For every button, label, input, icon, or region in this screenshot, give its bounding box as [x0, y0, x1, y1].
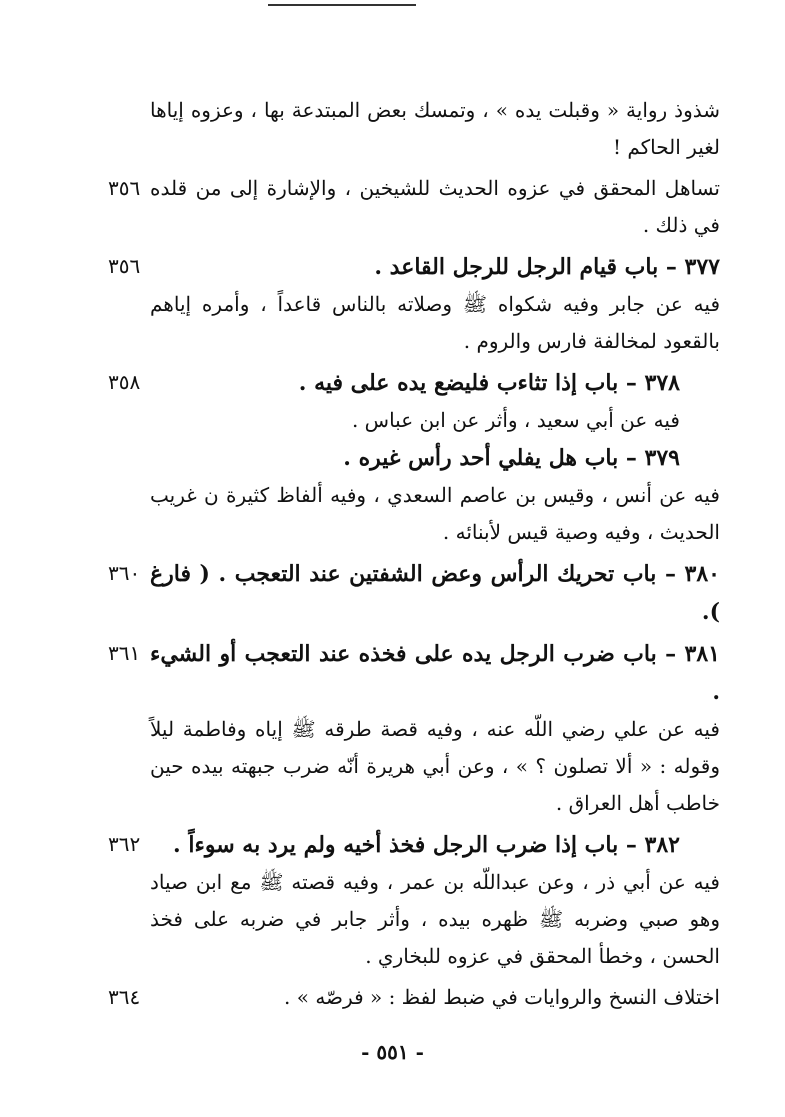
- page-ref: ٣٥٦: [108, 176, 141, 200]
- index-entry: [100, 979, 720, 1016]
- chapter-description: فيه عن جابر وفيه شكواه ﷺ وصلاته بالناس قاعداً ، وأمره إياهم بالقعود لمخالفة فارس والروم .: [150, 292, 720, 353]
- page-ref: ٣٦٠: [108, 561, 141, 585]
- page-ref: ٣٥٦: [108, 254, 141, 278]
- chapter-heading: ٣٧٩ – باب هل يفلي أحد رأس غيره .: [343, 445, 680, 471]
- index-entry-continuation: [100, 92, 720, 166]
- chapter-heading: ٣٨٠ – باب تحريك الرأس وعض الشفتين عند التعجب . ( فارغ ).: [150, 561, 720, 625]
- entry-text: اختلاف النسخ والروايات في ضبط لفظ : « فرصّه » .: [284, 985, 720, 1009]
- page-ref: ٣٦٢: [108, 832, 141, 856]
- chapter-heading: ٣٨١ – باب ضرب الرجل يده على فخذه عند التعجب أو الشيء .: [150, 641, 720, 705]
- page-ref: ٣٥٨: [108, 370, 141, 394]
- chapter-entry-382: [100, 826, 720, 975]
- chapter-entry-377: [100, 248, 720, 360]
- chapter-description: فيه عن أنس ، وقيس بن عاصم السعدي ، وفيه ألفاظ كثيرة ن غريب الحديث ، وفيه وصية قيس لأبنائه .: [150, 483, 720, 544]
- page-number: - ٥٥١ -: [361, 1040, 424, 1064]
- top-rule: [268, 4, 416, 6]
- chapter-entry-380: [100, 555, 720, 631]
- page-ref: ٣٦٤: [108, 985, 141, 1009]
- chapter-description: فيه عن علي رضي اللّه عنه ، وفيه قصة طرقه ﷺ إياه وفاطمة ليلاً وقوله : « ألا تصلون ؟ » ، وعن أبي هريرة أنّه ضرب جبهته بيده حين خاطب أهل العراق .: [150, 717, 720, 815]
- chapter-entry-381: [100, 635, 720, 822]
- chapter-heading: ٣٧٨ – باب إذا تثاءب فليضع يده على فيه .: [298, 370, 680, 396]
- chapter-heading: ٣٨٢ – باب إذا ضرب الرجل فخذ أخيه ولم يرد به سوءاً .: [173, 832, 680, 858]
- page-ref: ٣٦١: [108, 641, 141, 665]
- chapter-heading: ٣٧٧ – باب قيام الرجل للرجل القاعد .: [374, 254, 720, 280]
- index-page: [100, 92, 720, 1020]
- index-entry: [100, 170, 720, 244]
- entry-text: شذوذ رواية « وقبلت يده » ، وتمسك بعض المبتدعة بها ، وعزوه إياها لغير الحاكم !: [150, 98, 720, 159]
- chapter-description: فيه عن أبي ذر ، وعن عبداللّه بن عمر ، وفيه قصته ﷺ مع ابن صياد وهو صبي وضربه ﷺ ظهره بيده ، وأثر جابر في ضربه على فخذ الحسن ، وخطأ المحقق في عزوه للبخاري .: [150, 870, 720, 968]
- chapter-description: فيه عن أبي سعيد ، وأثر عن ابن عباس .: [351, 408, 680, 432]
- entry-text: تساهل المحقق في عزوه الحديث للشيخين ، والإشارة إلى من قلده في ذلك .: [150, 176, 720, 237]
- chapter-entry-378: [100, 364, 720, 551]
